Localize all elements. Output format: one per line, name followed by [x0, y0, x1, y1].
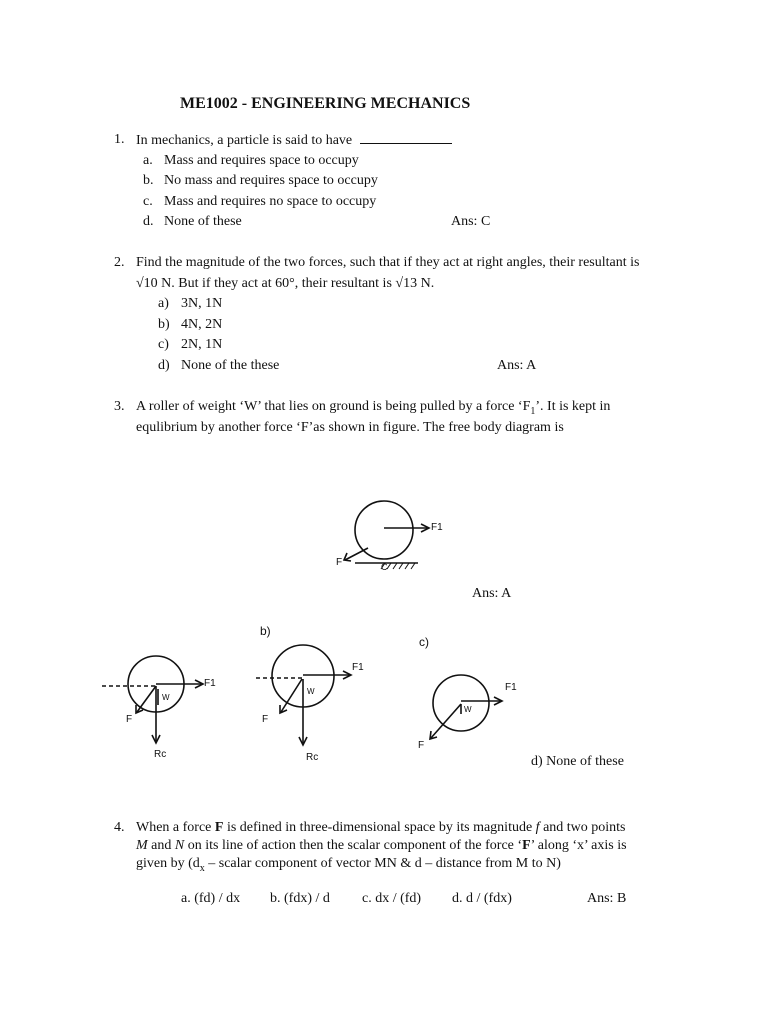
q2-option-a: 3N, 1N: [181, 296, 223, 311]
q2-answer: Ans: A: [497, 358, 537, 373]
svg-text:Rc: Rc: [154, 749, 167, 760]
question-4-line-3: given by ($d_x$ – scalar component of vector MN & d – distance from M to N): [136, 856, 561, 874]
question-4-line-1: When a force F is defined in three-dimensional space by its magnitude f and two points: [136, 820, 626, 835]
q4-option-c: c. dx / (fd): [362, 891, 422, 906]
fbd-option-a: [102, 656, 203, 743]
q1-option-b: No mass and requires space to occupy: [164, 173, 378, 188]
fbd-label-c: c): [419, 635, 429, 649]
question-1-number: 1.: [114, 132, 125, 147]
svg-text:F1: F1: [505, 682, 517, 693]
svg-text:F1: F1: [204, 678, 216, 689]
q3-answer: Ans: A: [472, 586, 512, 601]
svg-text:F: F: [418, 740, 425, 751]
fbd-option-b: [256, 645, 351, 745]
question-2-number: 2.: [114, 255, 125, 270]
q4-option-b: b. (fdx) / d: [270, 891, 330, 906]
figure-label-f1: F1: [431, 522, 443, 533]
question-1-text: In mechanics, a particle is said to have: [136, 131, 452, 150]
q1-option-a: Mass and requires space to occupy: [164, 153, 359, 168]
q1-option-c: Mass and requires no space to occupy: [164, 194, 377, 209]
q2-option-b: 4N, 2N: [181, 317, 223, 332]
svg-text:W: W: [464, 705, 472, 714]
page-title: ME1002 - ENGINEERING MECHANICS: [180, 95, 471, 112]
q4-option-a: a. (fd) / dx: [181, 891, 241, 906]
figure-label-c: C: [381, 562, 388, 572]
q1-answer: Ans: C: [451, 214, 491, 229]
f-arrow: [345, 548, 368, 560]
q1-option-d: None of these: [164, 214, 242, 229]
q1-option-b-label: b.: [143, 173, 154, 188]
question-2-line-2: √10 N. But if they act at 60°, their resultant is √13 N.: [136, 276, 435, 291]
q2-option-b-label: b): [158, 317, 170, 332]
q2-option-d: None of the these: [181, 358, 280, 373]
question-4-line-2: M and N on its line of action then the scalar component of the force ‘F’ along ‘x’ axis is: [136, 838, 627, 853]
svg-text:F: F: [262, 714, 269, 725]
svg-text:W: W: [307, 687, 315, 696]
q2-option-a-label: a): [158, 296, 169, 311]
q2-option-c: 2N, 1N: [181, 337, 223, 352]
svg-text:W: W: [162, 693, 170, 702]
fbd-option-d: d) None of these: [531, 754, 624, 769]
roller-circle: [355, 501, 413, 559]
question-3-number: 3.: [114, 399, 125, 414]
figure-label-f: F: [336, 557, 343, 568]
fbd-option-c: [430, 675, 502, 739]
svg-text:Rc: Rc: [306, 752, 319, 763]
q4-option-d: d. d / (fdx): [452, 891, 512, 906]
answer-blank: [360, 131, 452, 144]
svg-text:F: F: [126, 714, 133, 725]
question-3-line-2: equlibrium by another force ‘F’as shown in figure. The free body diagram is: [136, 420, 564, 435]
q1-option-a-label: a.: [143, 153, 153, 168]
q1-option-d-label: d.: [143, 214, 154, 229]
question-3-line-1: A roller of weight ‘W’ that lies on ground is being pulled by a force ‘$F_1$’. It is kept in: [136, 399, 611, 417]
q2-option-d-label: d): [158, 358, 170, 373]
fbd-label-b: b): [260, 624, 271, 638]
question-4-number: 4.: [114, 820, 125, 835]
svg-text:F1: F1: [352, 662, 364, 673]
question-2-line-1: Find the magnitude of the two forces, such that if they act at right angles, their resultant is: [136, 255, 640, 270]
q2-option-c-label: c): [158, 337, 169, 352]
q1-option-c-label: c.: [143, 194, 153, 209]
q4-answer: Ans: B: [587, 891, 627, 906]
